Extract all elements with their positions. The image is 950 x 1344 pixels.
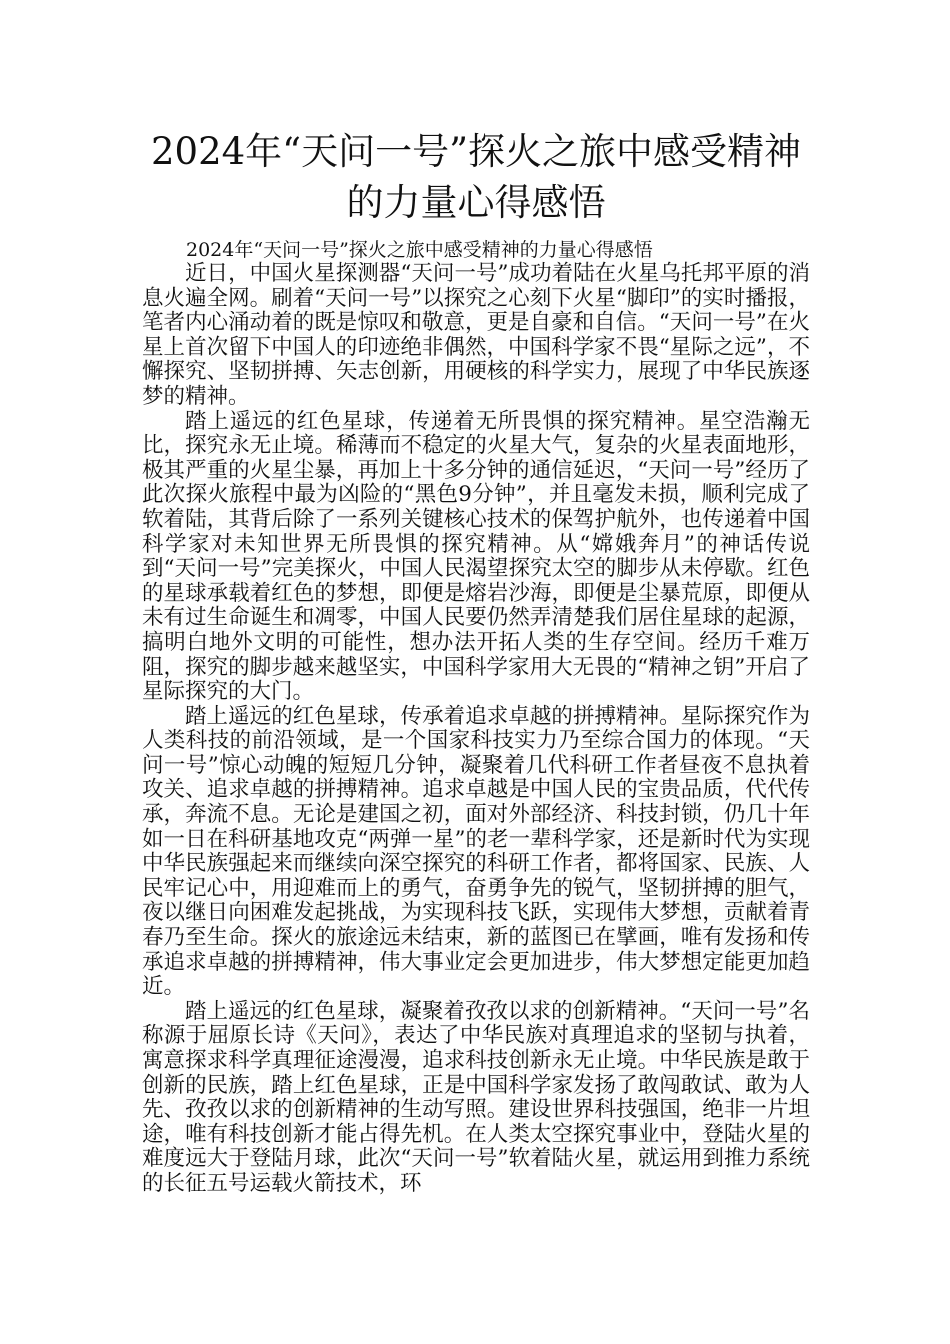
paragraph-4: 踏上遥远的红色星球，凝聚着孜孜以求的创新精神。“天问一号”名称源于屈原长诗《天问》，表达了中华民族对真理追求的坚韧与执着，寓意探求科学真理征途漫漫，追求科技创新永无止境。中华民族是敢于创新的民族，踏上红色星球，正是中国科学家发扬了敢闯敢试、敢为人先、孜孜以求的创新精神的生动写照。建设世界科技强国，绝非一片坦途，唯有科技创新才能占得先机。在人类太空探究事业中，登陆火星的难度远大于登陆月球，此次“天问一号”软着陆火星，就运用到推力系统的长征五号运载火箭技术，环 [142,998,810,1196]
document-page [142,126,810,1197]
paragraph-2: 踏上遥远的红色星球，传递着无所畏惧的探究精神。星空浩瀚无比，探究永无止境。稀薄而不稳定的火星大气，复杂的火星表面地形，极其严重的火星尘暴，再加上十多分钟的通信延迟，“天问一号”经历了此次探火旅程中最为凶险的“黑色9分钟”，并且毫发未损，顺利完成了软着陆，其背后除了一系列关键核心技术的保驾护航外，也传递着中国科学家对未知世界无所畏惧的探究精神。从“嫦娥奔月”的神话传说到“天问一号”完美探火，中国人民渴望探究太空的脚步从未停歇。红色的星球承载着红色的梦想，即便是熔岩沙海，即便是尘暴荒原，即便从未有过生命诞生和凋零，中国人民要仍然弄清楚我们居住星球的起源，搞明白地外文明的可能性，想办法开拓人类的生存空间。经历千难万阻，探究的脚步越来越坚实，中国科学家用大无畏的“精神之钥”开启了星际探究的大门。 [142,408,810,705]
paragraph-1: 近日，中国火星探测器“天问一号”成功着陆在火星乌托邦平原的消息火遍全网。刷着“天问一号”以探究之心刻下火星“脚印”的实时播报，笔者内心涌动着的既是惊叹和敬意，更是自豪和自信。“天问一号”在火星上首次留下中国人的印迹绝非偶然，中国科学家不畏“星际之远”，不懈探究、坚韧拼搏、矢志创新，用硬核的科学实力，展现了中华民族逐梦的精神。 [142,261,810,409]
document-title: 2024年“天问一号”探火之旅中感受精神的力量心得感悟 [151,130,801,224]
document-subtitle: 2024年“天问一号”探火之旅中感受精神的力量心得感悟 [186,239,653,261]
paragraph-3: 踏上遥远的红色星球，传承着追求卓越的拼搏精神。星际探究作为人类科技的前沿领域，是一个国家科技实力乃至综合国力的体现。“天问一号”惊心动魄的短短几分钟，凝聚着几代科研工作者昼夜不息执着攻关、追求卓越的拼搏精神。追求卓越是中国人民的宝贵品质，代代传承，奔流不息。无论是建国之初，面对外部经济、科技封锁，仍几十年如一日在科研基地攻克“两弹一星”的老一辈科学家，还是新时代为实现中华民族强起来而继续向深空探究的科研工作者，都将国家、民族、人民牢记心中，用迎难而上的勇气，奋勇争先的锐气，坚韧拼搏的胆气，夜以继日向困难发起挑战，为实现科技飞跃，实现伟大梦想，贡献着青春乃至生命。探火的旅途远未结束，新的蓝图已在擘画，唯有发扬和传承追求卓越的拼搏精神，伟大事业定会更加进步，伟大梦想定能更加趋近。 [142,703,810,1000]
